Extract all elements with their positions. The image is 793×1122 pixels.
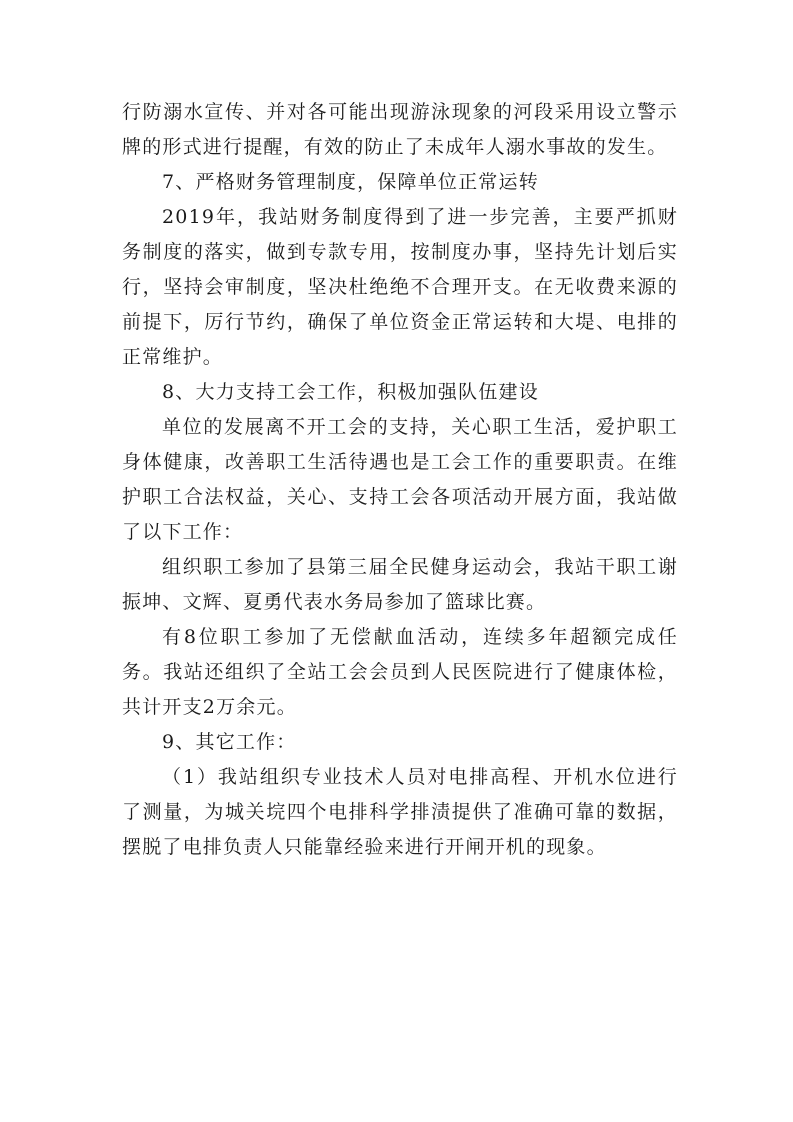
paragraph-union: 单位的发展离不开工会的支持，关心职工生活，爱护职工身体健康，改善职工生活待遇也是工会工作的重要职责。在维护职工合法权益，关心、支持工会各项活动开展方面，我站做了以下工作： [122, 416, 678, 543]
section-heading-8: 8、大力支持工会工作，积极加强队伍建设 [162, 381, 539, 403]
paragraph-survey: （1）我站组织专业技术人员对电排高程、开机水位进行了测量，为城关垸四个电排科学排渍提供了准确可靠的数据，摆脱了电排负责人只能靠经验来进行开闸开机的现象。 [122, 766, 678, 858]
paragraph-sports: 组织职工参加了县第三届全民健身运动会，我站干职工谢振坤、文辉、夏勇代表水务局参加了篮球比赛。 [122, 556, 678, 613]
section-heading-9: 9、其它工作： [162, 731, 297, 753]
section-heading-7: 7、严格财务管理制度，保障单位正常运转 [162, 171, 539, 193]
document-body [122, 95, 678, 865]
paragraph-continuation: 行防溺水宣传、并对各可能出现游泳现象的河段采用设立警示牌的形式进行提醒，有效的防止了未成年人溺水事故的发生。 [122, 101, 678, 158]
paragraph-blood-donation: 有8位职工参加了无偿献血活动，连续多年超额完成任务。我站还组织了全站工会会员到人民医院进行了健康体检，共计开支2万余元。 [122, 626, 678, 718]
paragraph-finance: 2019年，我站财务制度得到了进一步完善，主要严抓财务制度的落实，做到专款专用，按制度办事，坚持先计划后实行，坚持会审制度，坚决杜绝绝不合理开支。在无收费来源的前提下，厉行节约，确保了单位资金正常运转和大堤、电排的正常维护。 [122, 206, 678, 368]
